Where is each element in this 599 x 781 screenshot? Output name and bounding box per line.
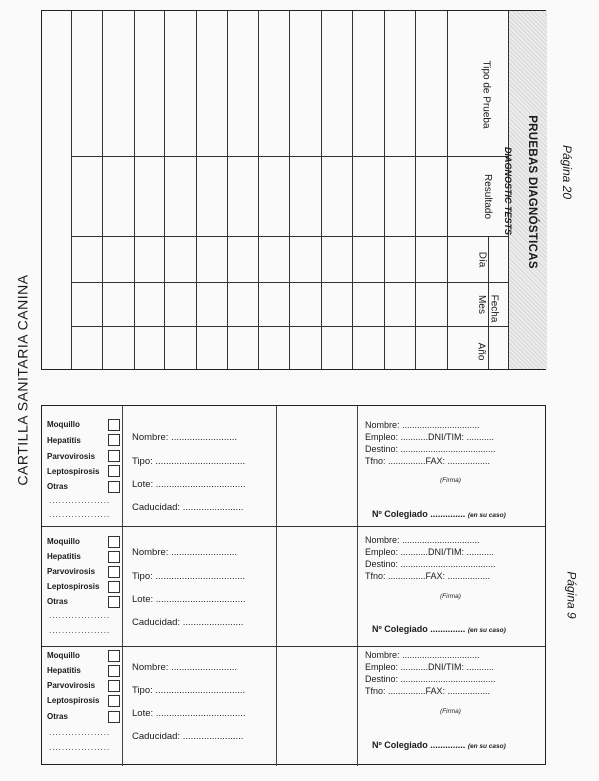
column-divider — [227, 11, 228, 369]
disease-label: Moquillo — [47, 651, 80, 660]
column-divider — [196, 11, 197, 369]
firma-label: (Firma) — [440, 708, 461, 715]
blank-line: ................... — [49, 728, 111, 737]
vet-tfno: Tfno: ...............FAX: ................. — [365, 456, 491, 466]
vaccine-nombre: Nombre: ......................... — [132, 662, 238, 673]
column-divider — [415, 11, 416, 369]
vaccine-nombre: Nombre: ......................... — [132, 547, 238, 558]
col-tipo-de-prueba: Tipo de Prueba — [480, 60, 492, 129]
col-mes: Mes — [475, 295, 487, 314]
disease-label: Leptospirosis — [47, 582, 100, 591]
vaccine-tipo: Tipo: .................................. — [132, 571, 246, 582]
blank-line: ................... — [49, 510, 111, 519]
disease-label: Leptospirosis — [47, 467, 100, 476]
vet-empleo: Empleo: ...........DNI/TIM: ........... — [365, 432, 495, 442]
vaccine-nombre: Nombre: ......................... — [132, 432, 238, 443]
disease-label: Otras — [47, 482, 68, 491]
vet-destino: Destino: ...................................... — [365, 559, 496, 569]
row-divider — [71, 156, 508, 157]
column-divider — [102, 11, 103, 369]
blank-line: ................... — [49, 743, 111, 752]
vet-nombre: Nombre: ............................... — [365, 535, 480, 545]
vaccine-tipo: Tipo: .................................. — [132, 456, 246, 467]
row-divider — [71, 282, 508, 283]
col-resultado: Resultado — [482, 173, 494, 220]
column-divider — [321, 11, 322, 369]
firma-label: (Firma) — [440, 593, 461, 600]
disease-checkbox[interactable] — [108, 419, 120, 431]
vet-tfno: Tfno: ...............FAX: ................. — [365, 571, 491, 581]
record-1 — [42, 406, 545, 526]
vaccination-records — [41, 405, 546, 765]
disease-checkbox[interactable] — [108, 465, 120, 477]
page-number-bottom: Página 9 — [564, 571, 579, 619]
vet-empleo: Empleo: ...........DNI/TIM: ........... — [365, 547, 495, 557]
disease-label: Moquillo — [47, 420, 80, 429]
column-divider — [447, 11, 448, 369]
row-divider — [71, 236, 508, 237]
col-anio: Año — [475, 342, 487, 361]
column-divider — [352, 11, 353, 369]
record-2 — [42, 526, 545, 646]
column-divider — [258, 11, 259, 369]
vaccine-lote: Lote: .................................. — [132, 594, 246, 605]
disease-label: Parvovirosis — [47, 452, 96, 461]
disease-checkbox[interactable] — [108, 566, 120, 578]
disease-checkbox[interactable] — [108, 536, 120, 548]
disease-label: Parvovirosis — [47, 567, 96, 576]
disease-checkbox[interactable] — [108, 596, 120, 608]
blank-line: ................... — [49, 611, 111, 620]
blank-line: ................... — [49, 626, 111, 635]
firma-label: (Firma) — [440, 477, 461, 484]
disease-checkbox[interactable] — [108, 450, 120, 462]
disease-checkbox[interactable] — [108, 665, 120, 677]
disease-label: Moquillo — [47, 537, 80, 546]
side-title-text: CARTILLA SANITARIA CANINA — [15, 274, 31, 486]
disease-checkbox[interactable] — [108, 650, 120, 662]
disease-checkbox[interactable] — [108, 711, 120, 723]
vet-nombre: Nombre: ............................... — [365, 420, 480, 430]
disease-label: Otras — [47, 597, 68, 606]
vaccine-tipo: Tipo: .................................. — [132, 685, 246, 696]
vet-empleo: Empleo: ...........DNI/TIM: ........... — [365, 662, 495, 672]
table-subtitle: DIAGNOSTIC TESTS — [503, 146, 514, 236]
blank-line: ................... — [49, 496, 111, 505]
disease-label: Hepatitis — [47, 666, 81, 675]
table-title: PRUEBAS DIAGNÓSTICAS — [525, 115, 538, 269]
disease-label: Otras — [47, 712, 68, 721]
vet-destino: Destino: ...................................... — [365, 674, 496, 684]
disease-checkbox[interactable] — [108, 695, 120, 707]
disease-checkbox[interactable] — [108, 680, 120, 692]
column-divider — [384, 11, 385, 369]
disease-label: Parvovirosis — [47, 681, 96, 690]
vaccine-caducidad: Caducidad: ....................... — [132, 617, 244, 628]
vet-tfno: Tfno: ...............FAX: ................. — [365, 686, 491, 696]
diagnostic-tests-table — [41, 10, 546, 370]
disease-checkbox[interactable] — [108, 551, 120, 563]
col-fecha: Fecha — [488, 294, 500, 323]
colegiado-line: Nº Colegiado .............. (en su caso) — [372, 624, 506, 634]
vaccine-lote: Lote: .................................. — [132, 708, 246, 719]
vaccine-caducidad: Caducidad: ....................... — [132, 731, 244, 742]
col-dia: Día — [476, 251, 488, 268]
disease-checkbox[interactable] — [108, 481, 120, 493]
disease-label: Hepatitis — [47, 436, 81, 445]
page-number-top: Página 20 — [560, 144, 575, 200]
colegiado-line: Nº Colegiado .............. (en su caso) — [372, 740, 506, 750]
row-divider — [71, 326, 508, 327]
column-divider — [134, 11, 135, 369]
column-divider — [164, 11, 165, 369]
vet-nombre: Nombre: ............................... — [365, 650, 480, 660]
vaccine-lote: Lote: .................................. — [132, 479, 246, 490]
vaccine-caducidad: Caducidad: ....................... — [132, 502, 244, 513]
disease-label: Leptospirosis — [47, 696, 100, 705]
column-divider — [289, 11, 290, 369]
record-3 — [42, 646, 545, 766]
disease-checkbox[interactable] — [108, 434, 120, 446]
vet-destino: Destino: ...................................... — [365, 444, 496, 454]
disease-label: Hepatitis — [47, 552, 81, 561]
colegiado-line: Nº Colegiado .............. (en su caso) — [372, 509, 506, 519]
column-divider — [71, 11, 72, 369]
disease-checkbox[interactable] — [108, 581, 120, 593]
